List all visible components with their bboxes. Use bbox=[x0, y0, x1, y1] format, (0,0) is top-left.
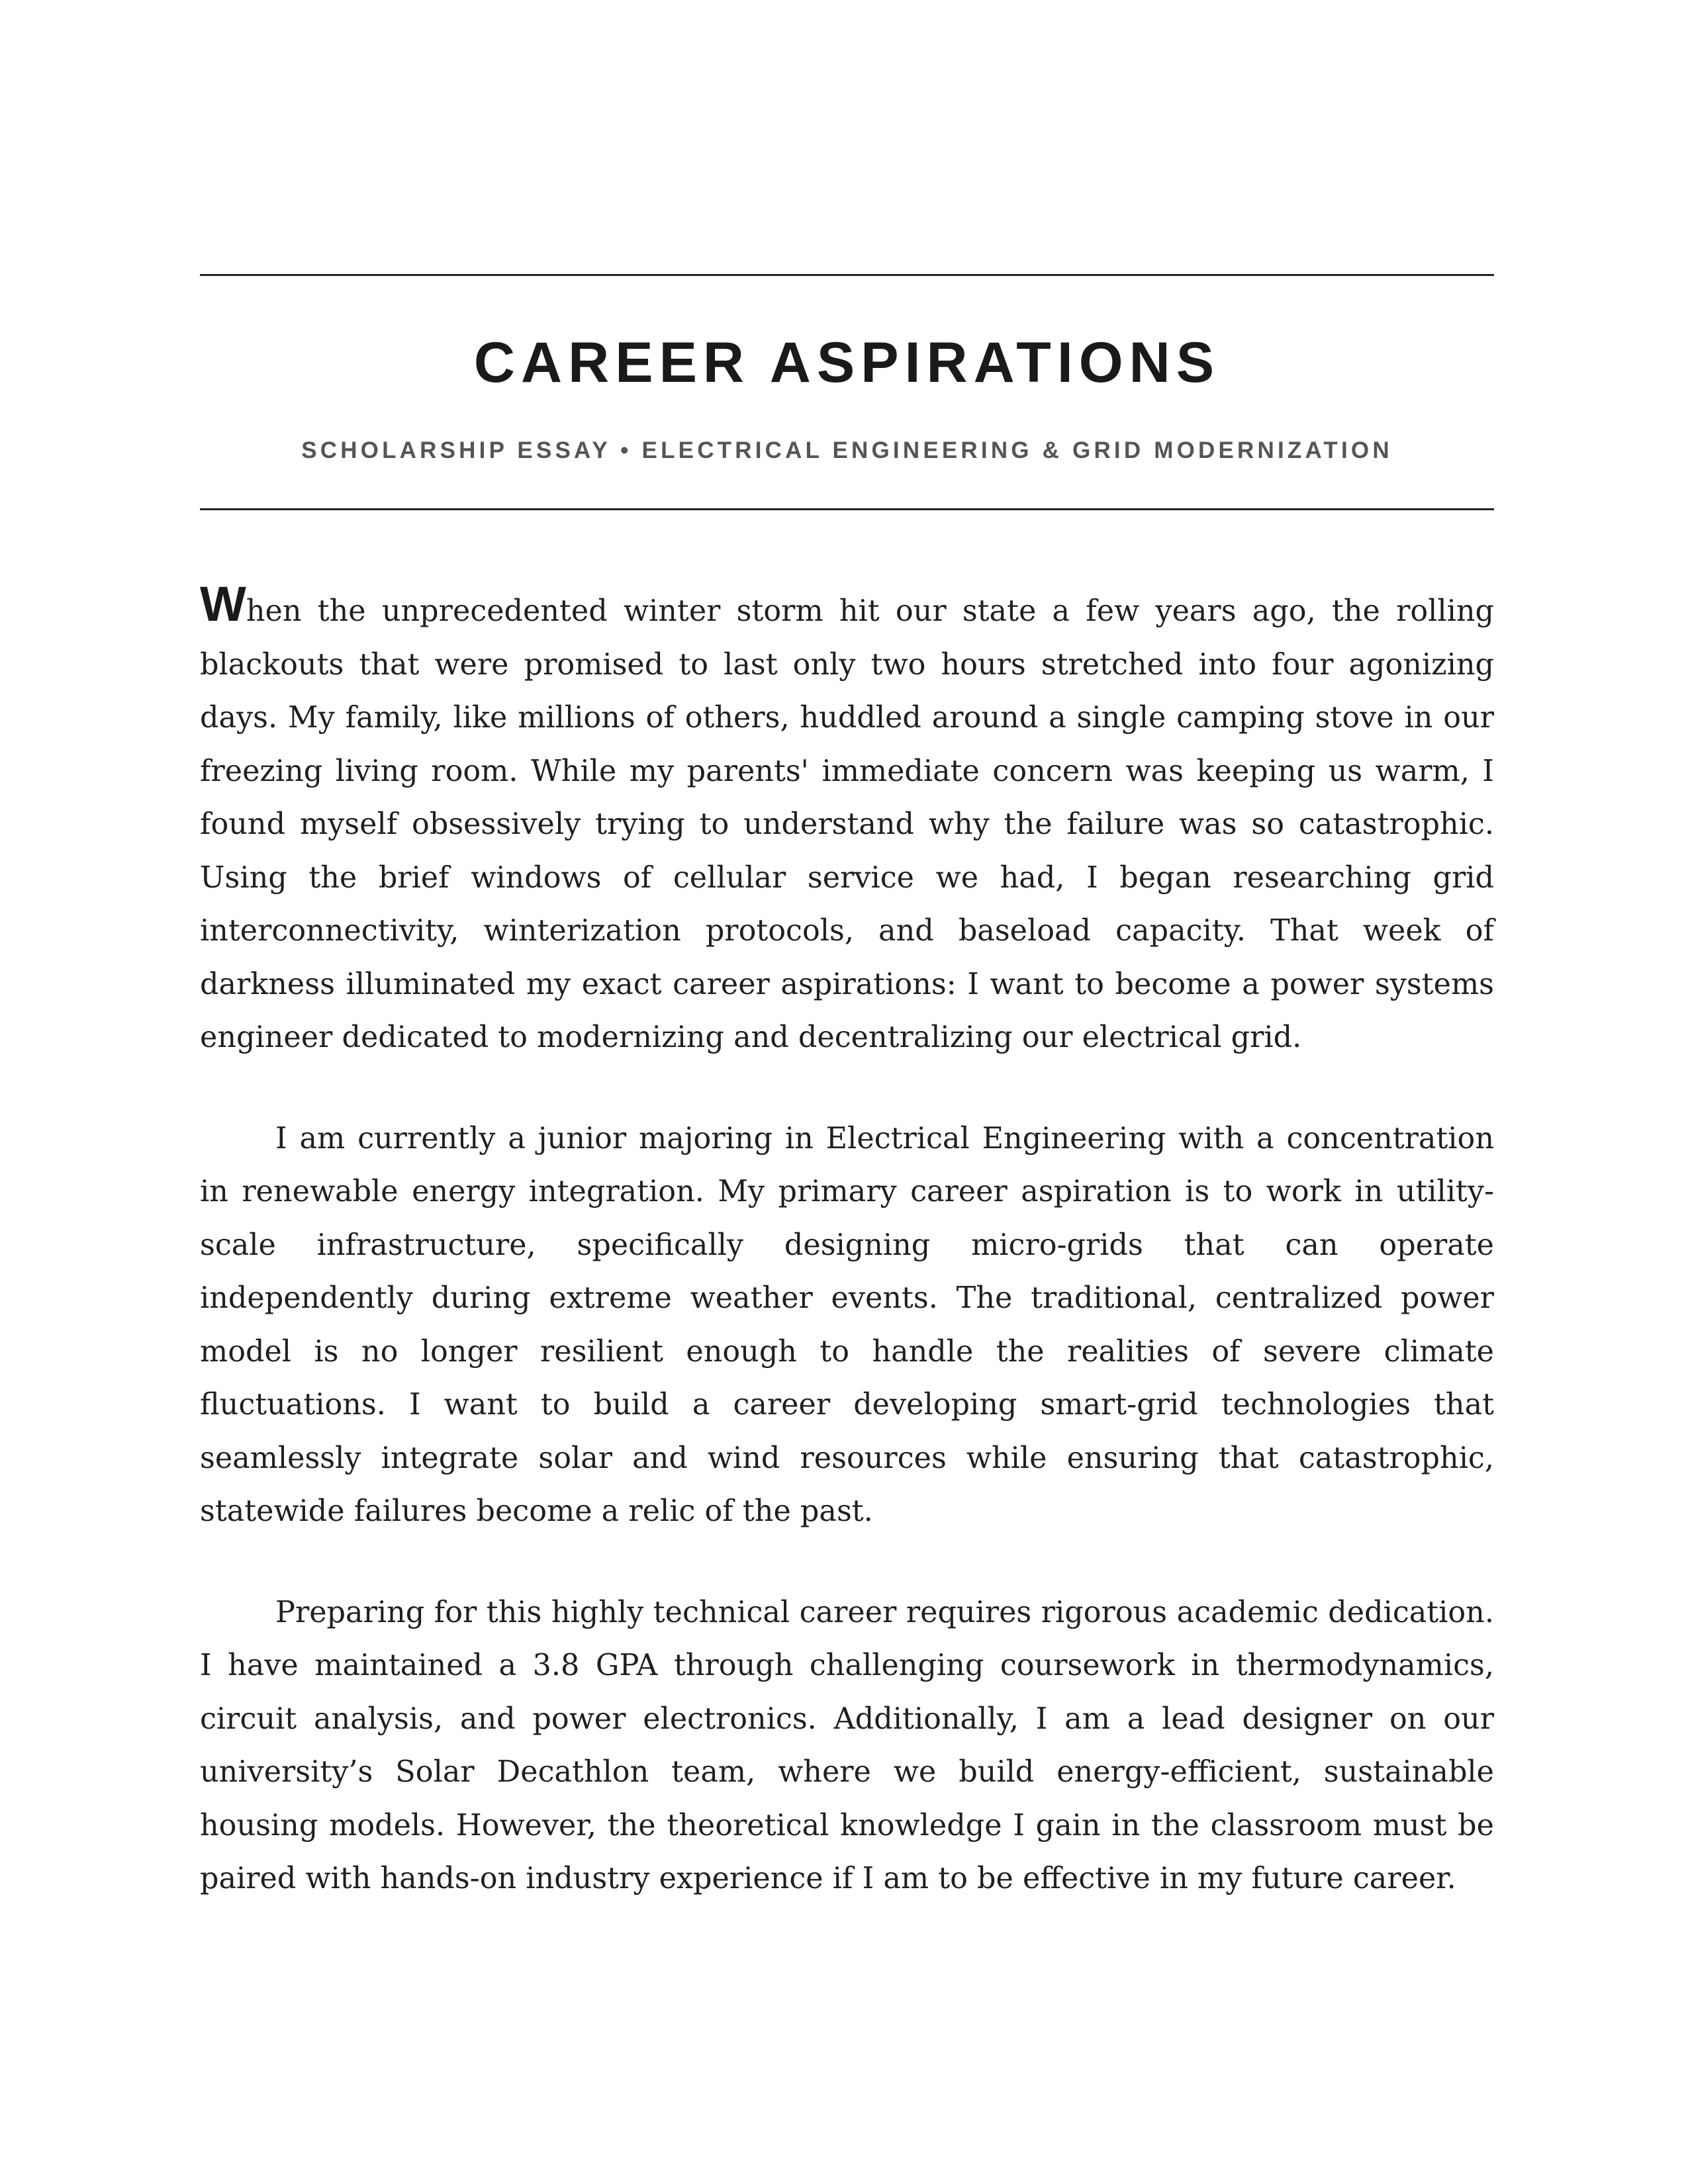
essay-paragraph-2: I am currently a junior majoring in Electrical Engineering with a concentration in renewable energy integration. My primary career aspiration is to work in utility-scale infrastructure, specifically designing micro-grids that can operate independently during extreme weather events. The traditional, centralized power model is no longer resilient enough to handle the realities of severe climate fluctuations. I want to build a career developing smart-grid technologies that seamlessly integrate solar and wind resources while ensuring that catastrophic, statewide failures become a relic of the past. bbox=[200, 1121, 1494, 1528]
header-bottom-rule bbox=[200, 508, 1494, 510]
page-subtitle: SCHOLARSHIP ESSAY • ELECTRICAL ENGINEERING & GRID MODERNIZATION bbox=[301, 437, 1393, 463]
essay-paragraph-3: Preparing for this highly technical career requires rigorous academic dedication. I have maintained a 3.8 GPA through challenging coursework in thermodynamics, circuit analysis, and power electronics. Additionally, I am a lead designer on our university’s Solar Decathlon team, where we build energy-efficient, sustainable housing models. However, the theoretical knowledge I gain in the classroom must be paired with hands-on industry experience if I am to be effective in my future career. bbox=[200, 1595, 1494, 1895]
header-top-rule bbox=[200, 274, 1494, 276]
paragraph-1-text: hen the unprecedented winter storm hit our state a few years ago, the rolling blackouts that were promised to last only two hours stretched into four agonizing days. My family, like millions of others, huddled around a single camping stove in our freezing living room. While my parents' immediate concern was keeping us warm, I found myself obsessively trying to understand why the failure was so catastrophic. Using the brief windows of cellular service we had, I began researching grid interconnectivity, winterization protocols, and baseload capacity. That week of darkness illuminated my exact career aspirations: I want to become a power systems engineer dedicated to modernizing and decentralizing our electrical grid. bbox=[200, 594, 1494, 1054]
page-title: CAREER ASPIRATIONS bbox=[473, 331, 1221, 394]
essay-paragraph-1 bbox=[200, 576, 1494, 1065]
essay-page bbox=[200, 0, 1494, 2184]
essay-body bbox=[200, 576, 1494, 1954]
drop-cap: W bbox=[200, 576, 246, 631]
